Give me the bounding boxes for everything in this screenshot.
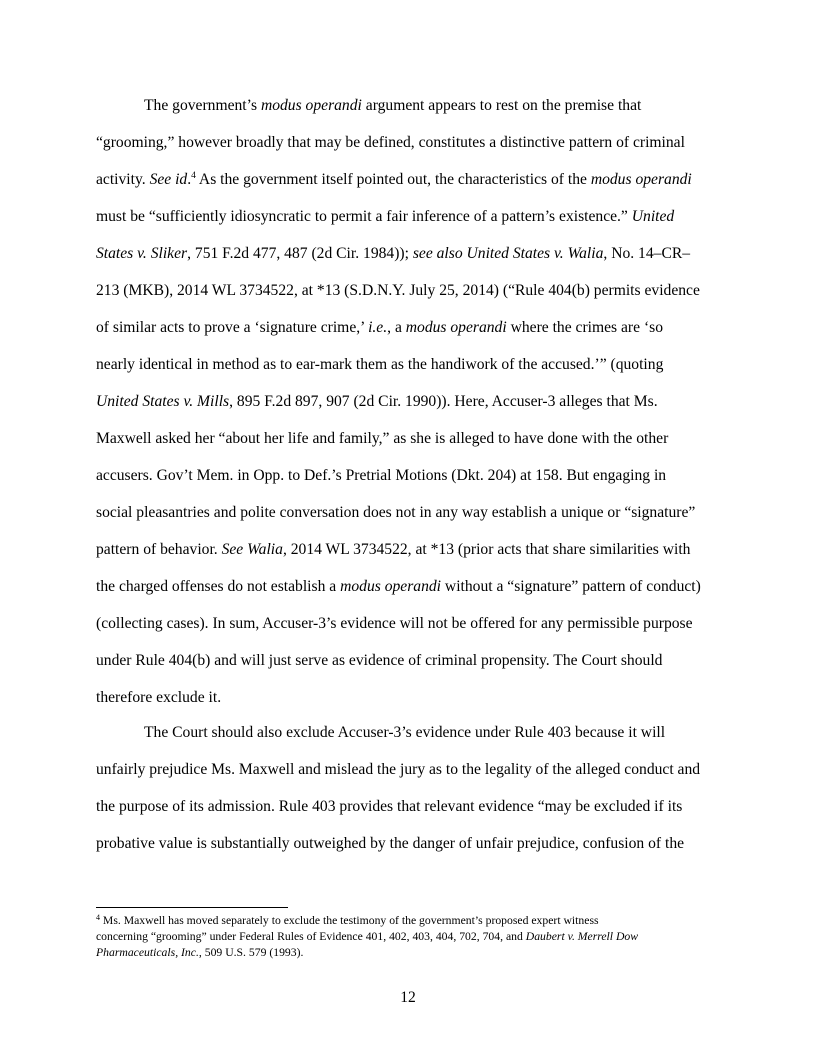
body-line: United States v. Mills, 895 F.2d 897, 907 (2d Cir. 1990)). Here, Accuser-3 alleges that Ms. (96, 393, 658, 410)
body-line: probative value is substantially outweighed by the danger of unfair prejudice, confusion of the (96, 835, 685, 852)
footnote-line: Pharmaceuticals, Inc., 509 U.S. 579 (1993). (96, 946, 304, 959)
body-line: accusers. Gov’t Mem. in Opp. to Def.’s Pretrial Motions (Dkt. 204) at 158. But engaging in (96, 467, 667, 484)
body-line: The Court should also exclude Accuser-3’s evidence under Rule 403 because it will (144, 724, 666, 741)
body-line: social pleasantries and polite conversation does not in any way establish a unique or “signature” (96, 504, 696, 521)
body-line: must be “sufficiently idiosyncratic to permit a fair inference of a pattern’s existence.” United (96, 208, 675, 225)
body-line: therefore exclude it. (96, 689, 222, 706)
body-line: nearly identical in method as to ear-mark them as the handiwork of the accused.’” (quoting (96, 356, 664, 373)
body-line: pattern of behavior. See Walia, 2014 WL 3734522, at *13 (prior acts that share similarities with (96, 541, 691, 558)
footnote-divider (96, 907, 288, 908)
body-line: The government’s modus operandi argument appears to rest on the premise that (144, 97, 642, 114)
body-line: States v. Sliker, 751 F.2d 477, 487 (2d Cir. 1984)); see also United States v. Walia, No. 14–CR– (96, 245, 691, 262)
body-line: under Rule 404(b) and will just serve as evidence of criminal propensity. The Court should (96, 652, 663, 669)
body-line: Maxwell asked her “about her life and family,” as she is alleged to have done with the other (96, 430, 669, 447)
body-line: unfairly prejudice Ms. Maxwell and mislead the jury as to the legality of the alleged conduct and (96, 761, 701, 778)
footnote-line: concerning “grooming” under Federal Rules of Evidence 401, 402, 403, 404, 702, 704, and Daubert v. Merrell Dow (96, 930, 639, 943)
body-line: “grooming,” however broadly that may be defined, constitutes a distinctive pattern of criminal (96, 134, 685, 151)
body-line: the purpose of its admission. Rule 403 provides that relevant evidence “may be excluded if its (96, 798, 683, 815)
body-line: activity. See id.$^4$ As the government itself pointed out, the characteristics of the modus operandi (96, 171, 692, 188)
body-line: 213 (MKB), 2014 WL 3734522, at *13 (S.D.N.Y. July 25, 2014) (“Rule 404(b) permits evidence (96, 282, 700, 299)
page-number: 12 (400, 989, 416, 1006)
footnote-marker: 4 (96, 913, 100, 922)
footnote-line: $^4$ Ms. Maxwell has moved separately to exclude the testimony of the government’s proposed expert witness (96, 913, 599, 927)
body-line: the charged offenses do not establish a modus operandi without a “signature” pattern of conduct) (96, 578, 701, 595)
body-line: of similar acts to prove a ‘signature crime,’ i.e., a modus operandi where the crimes are ‘so (96, 319, 663, 336)
footnote-ref: 4 (191, 171, 196, 181)
body-line: (collecting cases). In sum, Accuser-3’s evidence will not be offered for any permissible purpose (96, 615, 693, 632)
